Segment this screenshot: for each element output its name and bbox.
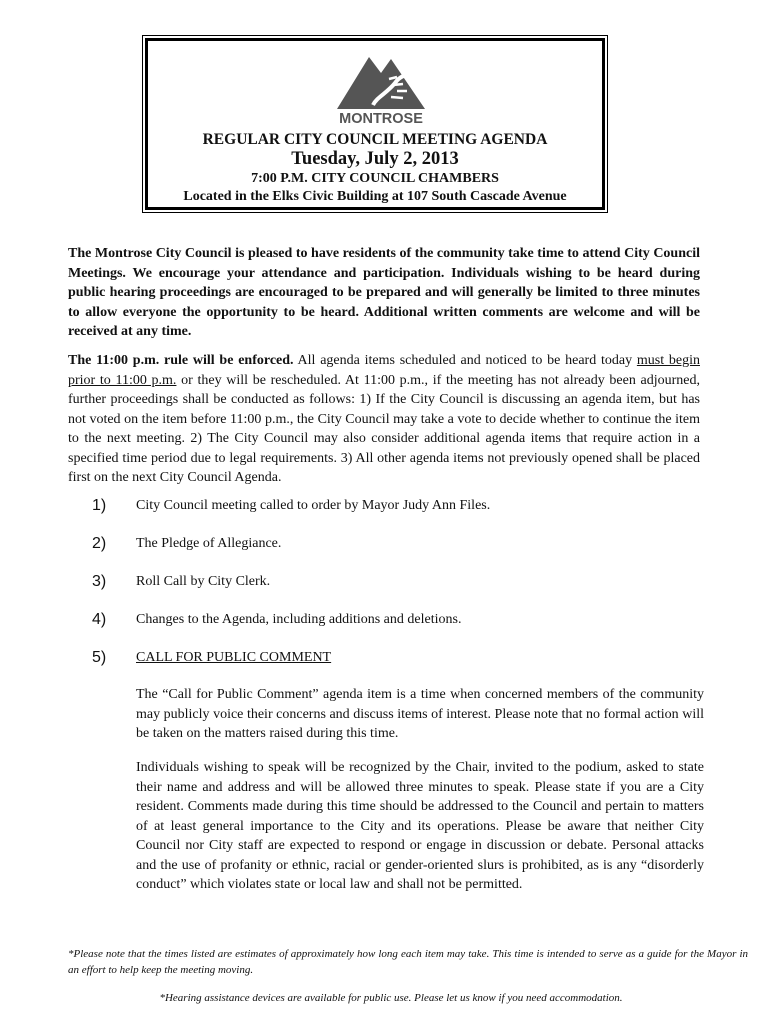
item-text: Changes to the Agenda, including additions and deletions. — [136, 612, 462, 627]
montrose-logo — [333, 53, 429, 125]
rule-text-post: or they will be rescheduled. At 11:00 p.m., if the meeting has not already been adjourned, further proceedings shall be conducted as follows: 1) If the City Council is discussing an agenda item, but has not voted on the item before 11:00 p.m., the City Council may take a vote to decide whether to continue the item to the next meeting. 2) The City Council may also consider additional agenda items that require action in a specified time period due to legal requirements. 3) All other agenda items not previously opened shall be placed first on the next City Council Agenda. — [68, 372, 700, 485]
public-comment-paragraph-1: The “Call for Public Comment” agenda item is a time when concerned members of the community may publicly voice their concerns and discuss items of interest. Please note that no formal action will be taken on the matters raised during this time. — [136, 687, 704, 741]
item-text: The Pledge of Allegiance. — [136, 536, 282, 551]
rule-text-underlined: must begin prior to 11:00 p.m. — [68, 353, 700, 388]
item-number: 3) — [92, 573, 107, 590]
item-number: 1) — [92, 497, 107, 514]
rule-heading: The 11:00 p.m. rule will be enforced. — [68, 353, 294, 368]
meeting-date: Tuesday, July 2, 2013 — [291, 149, 459, 169]
eleven-pm-rule-paragraph — [68, 351, 700, 488]
item-number: 4) — [92, 611, 107, 628]
rule-text-pre: All agenda items scheduled and noticed to be heard today — [293, 353, 637, 368]
times-footnote: *Please note that the times listed are estimates of approximately how long each item may take. This time is intended to serve as a guide for the Mayor in an effort to help keep the meeting moving. — [68, 948, 748, 976]
svg-text:MONTROSE: MONTROSE — [339, 111, 423, 125]
hearing-footnote: *Hearing assistance devices are available for public use. Please let us know if you need accommodation. — [159, 992, 623, 1004]
agenda-title: REGULAR CITY COUNCIL MEETING AGENDA — [202, 131, 548, 148]
item-text: City Council meeting called to order by Mayor Judy Ann Files. — [136, 498, 491, 513]
header-box — [145, 38, 605, 210]
item-text: CALL FOR PUBLIC COMMENT — [136, 650, 332, 665]
public-comment-paragraph-2: Individuals wishing to speak will be recognized by the Chair, invited to the podium, asked to state their name and address and will be allowed three minutes to speak. Please state if you are a City resident. Comments made during this time should be addressed to the Council and pertain to matters of at least general importance to the City and its operations. Please be aware that neither City Council nor City staff are expected to respond or engage in discussion or debate. Personal attacks and the use of profanity or ethnic, racial or gender-oriented slurs is prohibited, as is any “disorderly conduct” which violates state or local law and shall not be permitted. — [136, 760, 704, 892]
mountain-logo-icon — [333, 53, 429, 125]
item-number: 5) — [92, 649, 107, 666]
meeting-time: 7:00 P.M. CITY COUNCIL CHAMBERS — [251, 171, 499, 186]
item-text: Roll Call by City Clerk. — [136, 574, 271, 589]
intro-paragraph: The Montrose City Council is pleased to have residents of the community take time to attend City Council Meetings. We encourage your attendance and participation. Individuals wishing to be heard during public hearing proceedings are encouraged to be prepared and will generally be limited to three minutes to allow everyone the opportunity to be heard. Additional written comments are welcome and will be received at any time. — [68, 246, 700, 339]
item-number: 2) — [92, 535, 107, 552]
meeting-venue: Located in the Elks Civic Building at 107 South Cascade Avenue — [183, 189, 567, 204]
